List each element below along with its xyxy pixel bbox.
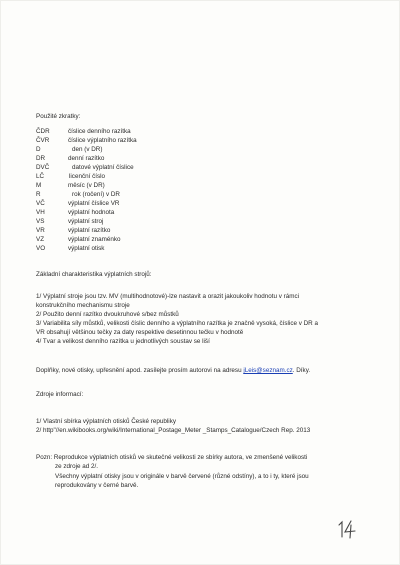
- abbr-key: R: [36, 191, 41, 198]
- abbr-key: VO: [36, 245, 46, 252]
- abbr-value: den (v DR): [72, 146, 103, 153]
- abbr-value: datové výplatní číslice: [72, 164, 134, 171]
- abbr-key: DR: [36, 155, 46, 162]
- abbr-value: výplatní stroj: [68, 218, 104, 225]
- abbr-value: výplatní razítko: [68, 227, 111, 234]
- abbr-key: VZ: [36, 236, 45, 243]
- sources-heading: Zdroje informací:: [36, 391, 84, 398]
- contact-text-end: . Díky.: [292, 367, 311, 374]
- note-line: reprodukovány v černé barvě.: [55, 482, 139, 489]
- note-line: Všechny výplatní otisky jsou v originále v barvě červené (různé odstíny), a to i ty, které jsou: [55, 473, 309, 480]
- abbreviations-heading: Použité zkratky:: [36, 113, 81, 120]
- list-item: 1/ Vlastní sbírka výplatních otisků České republiky: [36, 418, 176, 425]
- list-item: 2/ Použito denní razítko dvoukruhové s/bez můstků: [36, 311, 179, 318]
- abbr-key: VČ: [36, 200, 45, 207]
- list-item: VR obsahují většinou tečky za daty respektive desetinnou tečku v hodnotě: [36, 329, 244, 336]
- email-link[interactable]: jLeis@seznam.cz: [243, 367, 293, 374]
- abbr-value: výplatní hodnota: [68, 209, 115, 216]
- characteristics-heading: Základní charakteristika výplatních strojů:: [36, 271, 152, 278]
- list-item: 2/ http"//en.wikibooks.org/wiki/International_Postage_Meter _Stamps_Catalogue/Czech Rep. 2013: [36, 427, 311, 434]
- contact-text: Doplňky, nové otisky, upřesnění apod. zasílejte prosím autorovi na adresu: [36, 367, 244, 374]
- list-item: 3/ Variabilita síly můstků, velikosti číslic denního a výplatního razítka je značně vysoká, číslice v DR a: [36, 320, 318, 327]
- abbr-key: M: [36, 182, 42, 189]
- abbr-key: ČVR: [36, 137, 50, 144]
- abbr-key: ČDR: [36, 128, 50, 135]
- list-item: konstrukčního mechanismu stroje: [36, 302, 130, 309]
- abbr-value: výplatní znaménko: [68, 236, 121, 243]
- abbr-value: rok (ročení) v DR: [72, 191, 120, 198]
- abbr-key: VS: [36, 218, 45, 225]
- note-line: ze zdroje ad 2/.: [55, 463, 99, 470]
- abbr-key: LČ: [36, 173, 45, 180]
- abbr-key: DVČ: [36, 164, 50, 171]
- handwritten-page-number: [336, 519, 358, 539]
- abbr-value: výplatní číslice VR: [68, 200, 120, 207]
- abbr-key: VH: [36, 209, 45, 216]
- abbr-value: licenční číslo: [69, 173, 106, 180]
- abbr-value: výplatní otisk: [68, 245, 105, 252]
- list-item: 4/ Tvar a velikost denního razítka u jednotlivých soustav se liší: [36, 338, 210, 345]
- abbr-value: měsíc (v DR): [68, 182, 105, 189]
- note-line: Pozn: Reprodukce výplatních otisků ve skutečné velikosti ze sbírky autora, ve zmenšené velikosti: [36, 454, 308, 461]
- list-item: 1/ Výplatní stroje jsou tzv. MV (multihodnotové)-lze nastavit a orazit jakoukoliv hodnotu v rámci: [36, 293, 300, 300]
- abbr-key: VR: [36, 227, 45, 234]
- abbr-key: D: [36, 146, 41, 153]
- abbr-value: číslice denního razítka: [68, 128, 131, 135]
- abbr-value: číslice výplatního razítka: [68, 137, 137, 144]
- handwritten-page-number-drawing: [336, 519, 358, 539]
- contact-paragraph: [36, 367, 310, 375]
- abbr-value: denní razítko: [68, 155, 105, 162]
